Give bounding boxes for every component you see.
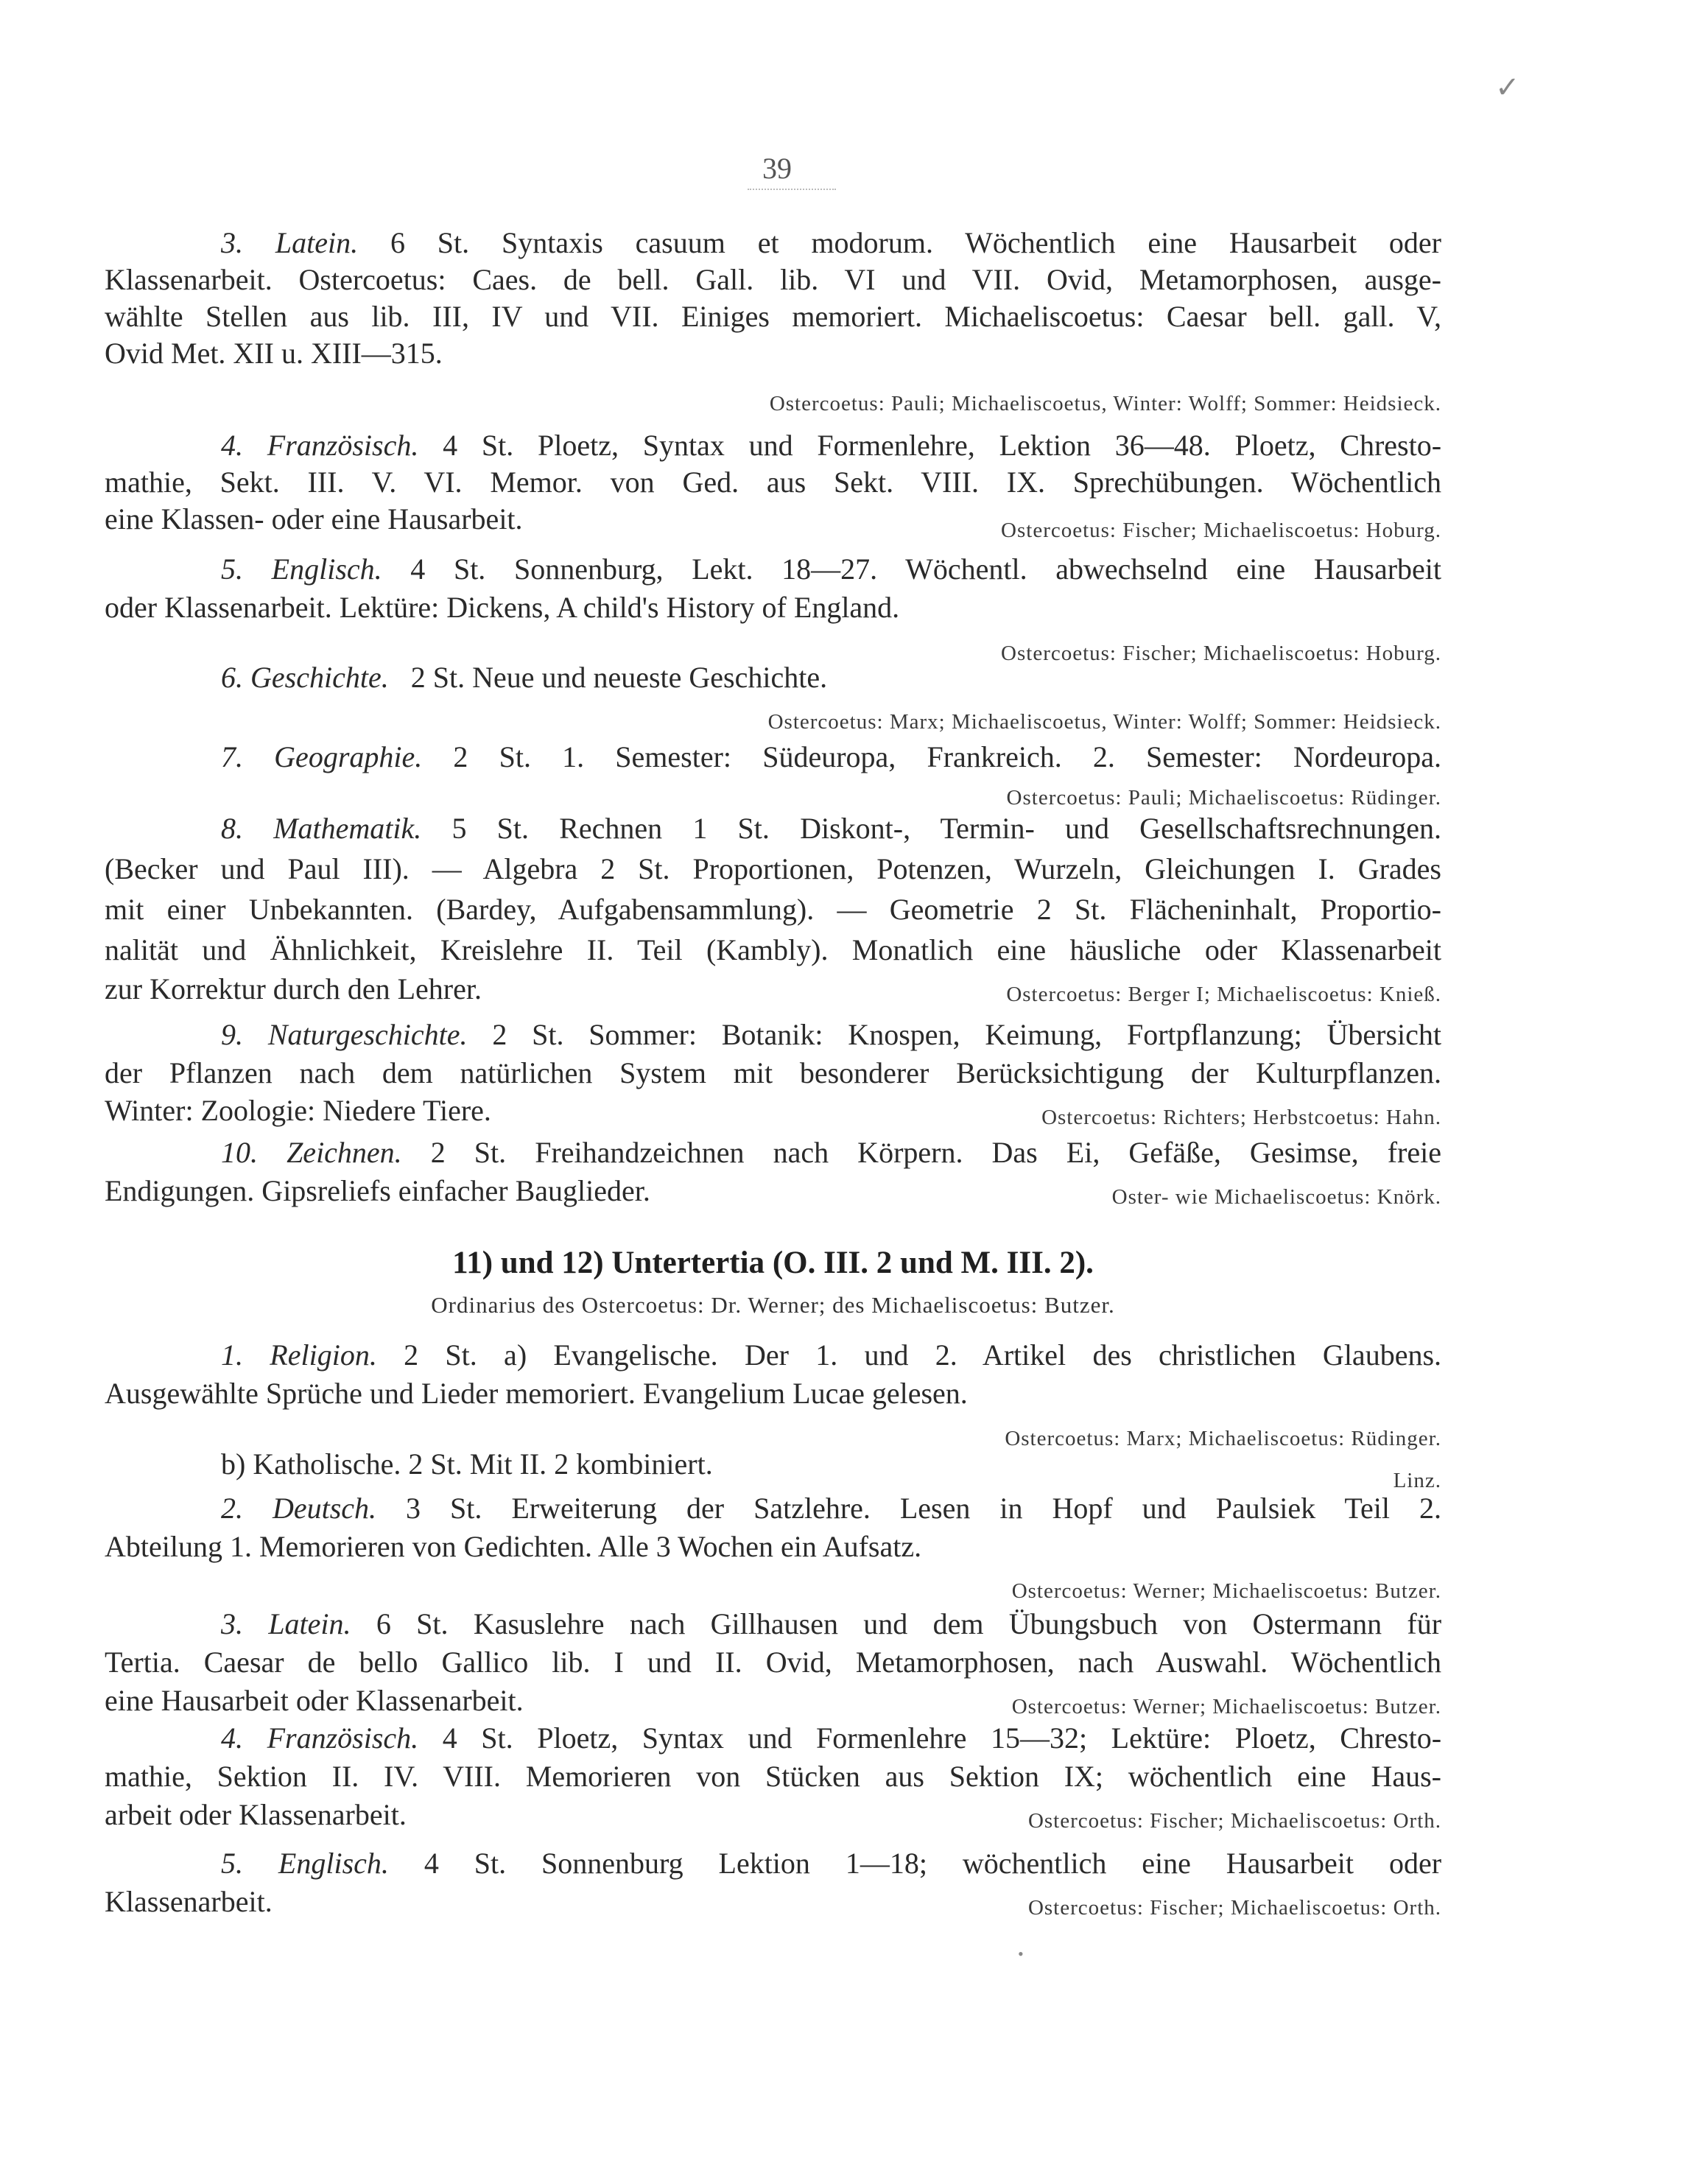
deutsch2-line-2: Abteilung 1. Memorieren von Gedichten. Alle 3 Wochen ein Aufsatz. — [105, 1530, 922, 1563]
latein2-line-2: Tertia. Caesar de bello Gallico lib. I und II. Ovid, Metamorphosen, nach Auswahl. Wöchentlich — [105, 1646, 1441, 1679]
engl2-subject: 5. Englisch. — [221, 1847, 389, 1880]
religion2-subject: 1. Religion. — [221, 1338, 377, 1372]
latein1-subject: 3. Latein. — [221, 226, 359, 259]
geo1-line-1: 7. Geographie. 2 St. 1. Semester: Südeuropa, Frankreich. 2. Semester: Nordeuropa. — [221, 740, 1441, 773]
math1-line-3: mit einer Unbekannten. (Bardey, Aufgabensammlung). — Geometrie 2 St. Flächeninhalt, Proportio- — [105, 893, 1441, 926]
religion2-kath: b) Katholische. 2 St. Mit II. 2 kombiniert. — [221, 1447, 713, 1481]
natur1-line-3: Winter: Zoologie: Niedere Tiere. — [105, 1094, 491, 1127]
latein1-line-2: Klassenarbeit. Ostercoetus: Caes. de bell. Gall. lib. VI und VII. Ovid, Metamorphosen, ausge- — [105, 263, 1441, 296]
natur1-line-1: 9. Naturgeschichte. 2 St. Sommer: Botanik: Knospen, Keimung, Fortpflanzung; Übersicht — [221, 1018, 1442, 1051]
math1-line-2: (Becker und Paul III). — Algebra 2 St. Proportionen, Potenzen, Wurzeln, Gleichungen I. Grades — [105, 852, 1441, 885]
natur1-teachers: Ostercoetus: Richters; Herbstcoetus: Hahn. — [1041, 1106, 1441, 1129]
franz1-line-2: mathie, Sekt. III. V. VI. Memor. von Ged. aus Sekt. VIII. IX. Sprechübungen. Wöchentlich — [105, 466, 1441, 499]
latein2-line-3: eine Hausarbeit oder Klassenarbeit. — [105, 1684, 524, 1717]
ordinarius-line: Ordinarius des Ostercoetus: Dr. Werner; des Michaeliscoetus: Butzer. — [431, 1292, 1115, 1318]
gesch1-teachers: Ostercoetus: Marx; Michaeliscoetus, Winter: Wolff; Sommer: Heidsieck. — [767, 710, 1441, 734]
engl2-line-2: Klassenarbeit. — [105, 1885, 273, 1918]
zeichnen1-line-2: Endigungen. Gipsreliefs einfacher Bauglieder. — [105, 1174, 650, 1207]
dot-mark-icon: • — [1018, 1945, 1024, 1963]
franz2-subject: 4. Französisch. — [221, 1721, 419, 1755]
engl2-line-1: 5. Englisch. 4 St. Sonnenburg Lektion 1—18; wöchentlich eine Hausarbeit oder — [221, 1847, 1442, 1880]
geo1-teachers: Ostercoetus: Pauli; Michaeliscoetus: Rüdinger. — [1006, 786, 1441, 810]
franz2-line-2: mathie, Sektion II. IV. VIII. Memorieren von Stücken aus Sektion IX; wöchentlich eine Haus- — [105, 1760, 1441, 1793]
engl2-teachers: Ostercoetus: Fischer; Michaeliscoetus: Orth. — [1027, 1896, 1441, 1920]
math1-subject: 8. Mathematik. — [221, 812, 422, 845]
deutsch2-subject: 2. Deutsch. — [221, 1492, 377, 1525]
math1-line-1: 8. Mathematik. 5 St. Rechnen 1 St. Diskont-, Termin- und Gesellschaftsrechnungen. — [221, 812, 1442, 845]
latein1-teachers: Ostercoetus: Pauli; Michaeliscoetus, Winter: Wolff; Sommer: Heidsieck. — [769, 392, 1441, 415]
deutsch2-teachers: Ostercoetus: Werner; Michaeliscoetus: Butzer. — [1011, 1579, 1441, 1603]
math1-teachers: Ostercoetus: Berger I; Michaeliscoetus: Knieß. — [1006, 983, 1441, 1006]
franz1-teachers: Ostercoetus: Fischer; Michaeliscoetus: Hoburg. — [1001, 519, 1441, 542]
religion2-line-2: Ausgewählte Sprüche und Lieder memoriert. Evangelium Lucae gelesen. — [105, 1377, 968, 1410]
franz1-line-3: eine Klassen- oder eine Hausarbeit. — [105, 502, 523, 536]
gesch1-subject: 6. Geschichte. — [221, 661, 389, 694]
religion2-kath-teacher: Linz. — [1393, 1469, 1441, 1492]
latein2-subject: 3. Latein. — [221, 1607, 351, 1640]
latein1-line-4: Ovid Met. XII u. XIII—315. — [105, 337, 443, 370]
gesch1-line-1: 6. Geschichte. 2 St. Neue und neueste Geschichte. — [221, 661, 828, 694]
natur1-line-2: der Pflanzen nach dem natürlichen System mit besonderer Berücksichtigung der Kulturpflanzen. — [105, 1056, 1441, 1089]
religion2-teachers: Ostercoetus: Marx; Michaeliscoetus: Rüdinger. — [1005, 1427, 1441, 1450]
page-number: 39 — [762, 152, 792, 185]
math1-line-5: zur Korrektur durch den Lehrer. — [105, 972, 482, 1005]
math1-line-4: nalität und Ähnlichkeit, Kreislehre II. Teil (Kambly). Monatlich eine häusliche oder Klassenarbeit — [105, 933, 1441, 966]
engl1-line-1: 5. Englisch. 4 St. Sonnenburg, Lekt. 18—27. Wöchentl. abwechselnd eine Hausarbeit — [221, 552, 1441, 586]
natur1-subject: 9. Naturgeschichte. — [221, 1018, 468, 1051]
franz2-line-1: 4. Französisch. 4 St. Ploetz, Syntax und Formenlehre 15—32; Lektüre: Ploetz, Chresto- — [221, 1721, 1442, 1755]
latein1-line-1: 3. Latein. 6 St. Syntaxis casuum et modorum. Wöchentlich eine Hausarbeit oder — [221, 226, 1442, 259]
franz2-teachers: Ostercoetus: Fischer; Michaeliscoetus: Orth. — [1027, 1809, 1441, 1833]
page-number-rule — [748, 189, 836, 190]
franz2-line-3: arbeit oder Klassenarbeit. — [105, 1798, 407, 1831]
zeichnen1-subject: 10. Zeichnen. — [221, 1136, 402, 1169]
zeichnen1-line-1: 10. Zeichnen. 2 St. Freihandzeichnen nach Körpern. Das Ei, Gefäße, Gesimse, freie — [221, 1136, 1442, 1169]
latein2-teachers: Ostercoetus: Werner; Michaeliscoetus: Butzer. — [1011, 1695, 1441, 1718]
religion2-line-1: 1. Religion. 2 St. a) Evangelische. Der 1. und 2. Artikel des christlichen Glaubens. — [221, 1338, 1442, 1372]
latein1-line-3: wählte Stellen aus lib. III, IV und VII. Einiges memoriert. Michaeliscoetus: Caesar bell. gall. V, — [105, 300, 1441, 333]
franz1-line-1: 4. Französisch. 4 St. Ploetz, Syntax und Formenlehre, Lektion 36—48. Ploetz, Chresto- — [221, 429, 1442, 462]
engl1-line-2: oder Klassenarbeit. Lektüre: Dickens, A child's History of England. — [105, 591, 900, 624]
latein2-line-1: 3. Latein. 6 St. Kasuslehre nach Gillhausen und dem Übungsbuch von Ostermann für — [221, 1607, 1442, 1640]
zeichnen1-teachers: Oster- wie Michaeliscoetus: Knörk. — [1111, 1185, 1441, 1209]
engl1-subject: 5. Englisch. — [221, 552, 382, 586]
engl1-teachers: Ostercoetus: Fischer; Michaeliscoetus: Hoburg. — [1001, 642, 1441, 665]
franz1-subject: 4. Französisch. — [221, 429, 419, 462]
section-heading: 11) und 12) Untertertia (O. III. 2 und M. III. 2). — [452, 1246, 1094, 1280]
pencil-mark-icon: ✓ — [1495, 71, 1520, 104]
deutsch2-line-1: 2. Deutsch. 3 St. Erweiterung der Satzlehre. Lesen in Hopf und Paulsiek Teil 2. — [221, 1492, 1442, 1525]
geo1-subject: 7. Geographie. — [221, 740, 423, 773]
